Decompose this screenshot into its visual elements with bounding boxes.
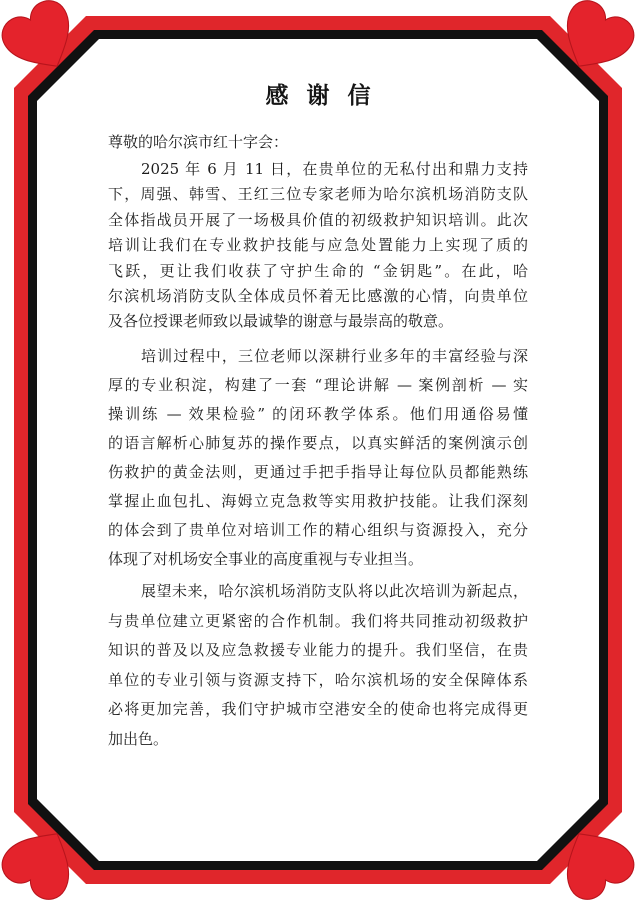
paragraph-line: 的语言解析心肺复苏的操作要点，以真实鲜活的案例演示创 xyxy=(108,434,528,452)
paragraph-line: 体现了对机场安全事业的高度重视与专业担当。 xyxy=(108,550,424,568)
paragraph-line: 尔滨机场消防支队全体成员怀着无比感激的心情，向贵单位 xyxy=(108,287,528,306)
paragraph-line: 飞跃，更让我们收获了守护生命的 “金钥匙”。在此，哈 xyxy=(108,261,528,280)
paragraph-line: 伤救护的黄金法则，更通过手把手指导让每位队员都能熟练 xyxy=(108,463,528,481)
salutation: 尊敬的哈尔滨市红十字会： xyxy=(108,133,289,151)
paragraph-line: 操训练 — 效果检验” 的闭环教学体系。他们用通俗易懂 xyxy=(108,405,528,423)
paragraph-line: 2025 年 6 月 11 日，在贵单位的无私付出和鼎力支持 xyxy=(141,160,528,178)
paragraph-line: 加出色。 xyxy=(108,729,169,748)
paragraph-line: 掌握止血包扎、海姆立克急救等实用救护技能。让我们深刻 xyxy=(108,492,528,510)
paragraph-line: 知识的普及以及应急救援专业能力的提升。我们坚信，在贵 xyxy=(108,641,528,660)
paragraph-line: 必将更加完善，我们守护城市空港安全的使命也将完成得更 xyxy=(108,700,528,719)
paragraph-line: 与贵单位建立更紧密的合作机制。我们将共同推动初级救护 xyxy=(108,611,528,630)
paragraph-line: 单位的专业引领与资源支持下，哈尔滨机场的安全保障体系 xyxy=(108,670,528,689)
paragraph-line: 全体指战员开展了一场极具价值的初级救护知识培训。此次 xyxy=(108,210,528,229)
paragraph-line: 培训过程中，三位老师以深耕行业多年的丰富经验与深 xyxy=(141,347,528,365)
paragraph-line: 下，周强、韩雪、王红三位专家老师为哈尔滨机场消防支队 xyxy=(108,185,528,204)
paragraph xyxy=(108,157,528,335)
paragraph-line: 展望未来，哈尔滨机场消防支队将以此次培训为新起点， xyxy=(141,582,528,600)
paragraph xyxy=(108,342,528,574)
paragraph-line: 的体会到了贵单位对培训工作的精心组织与资源投入，充分 xyxy=(108,521,528,539)
paragraph-line: 及各位授课老师致以最诚挚的谢意与最崇高的敬意。 xyxy=(108,312,454,331)
letter-title: 感谢信 xyxy=(265,82,389,109)
paragraph-line: 厚的专业积淀，构建了一套 “理论讲解 — 案例剖析 — 实 xyxy=(108,376,528,394)
paragraph xyxy=(108,577,528,755)
paragraph-line: 培训让我们在专业救护技能与应急处置能力上实现了质的 xyxy=(108,236,528,255)
